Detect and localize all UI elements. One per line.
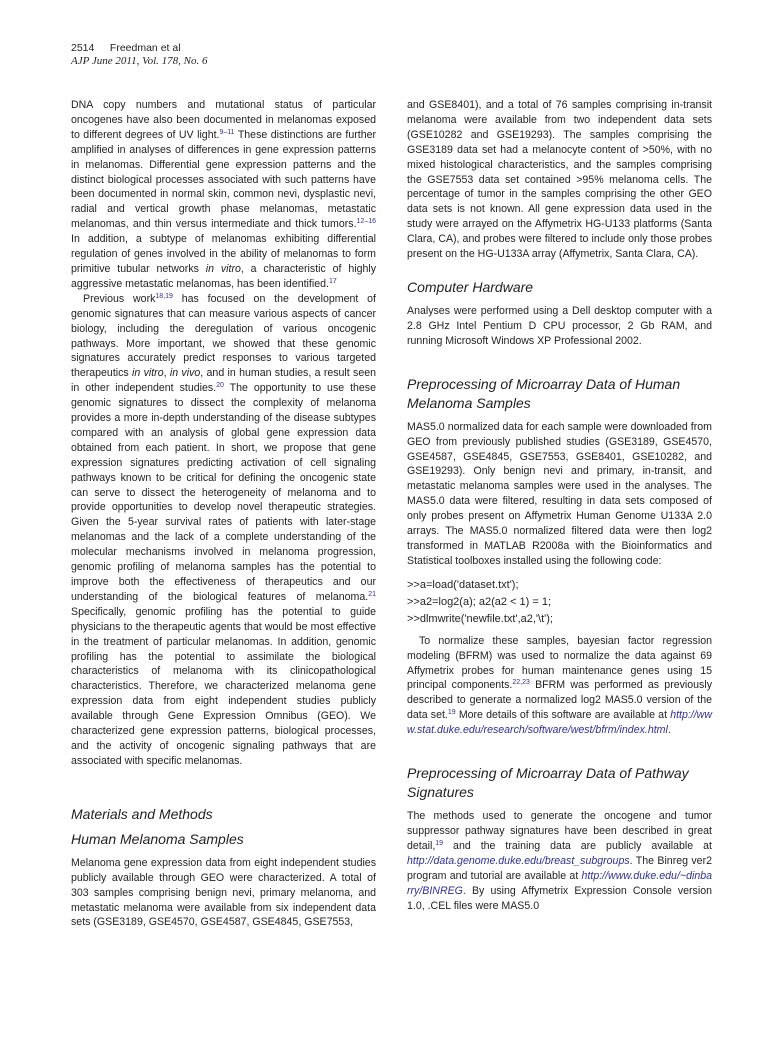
citation-ref[interactable]: 19: [447, 709, 456, 717]
text-run: In addition, a subtype of melanomas exhibiting differential regulation of genes involved in the ability of melanomas to form primitive tubular networks: [71, 233, 376, 275]
text-run: These distinctions are further amplified in analyses of differences in gene expression patterns in melanomas. Differential gene expression patterns and the distinct biological processes associated with such patterns have been documented in normal skin, common nevi, dysplastic nevi, radial and vertical growth phase melanomas, metastatic melanomas, and thin versus intermediate and thick tumors.: [71, 128, 377, 231]
intro-paragraph-2: [71, 292, 376, 769]
text-run: The methods used to generate the oncogene and tumor suppressor pathway signatures have been described in great detail,: [407, 810, 712, 852]
left-column: [71, 98, 376, 930]
text-run: To normalize these samples, bayesian factor regression modeling (BFRM) was used to normalize the data against 69 Affymetrix probes for human maintenance genes using 15 principal components.: [407, 634, 712, 692]
code-line: >>dlmwrite('newfile.txt',a2,'\t');: [407, 612, 553, 625]
text-run: . By using Affymetrix Expression Console version 1.0, .CEL files were MAS5.0: [407, 884, 712, 912]
citation-ref[interactable]: 19: [435, 839, 444, 847]
training-data-link[interactable]: http://data.genome.duke.edu/breast_subgroups: [407, 854, 630, 867]
citation-ref[interactable]: 9–11: [219, 128, 235, 136]
running-header: [71, 42, 207, 68]
text-run: , and in human studies, a result seen in other independent studies.: [71, 367, 377, 395]
citation-ref[interactable]: 17: [328, 277, 337, 285]
running-authors: Freedman et al: [109, 42, 181, 54]
subsection-heading-preprocessing-pathway: Preprocessing of Microarray Data of Pathway Signatures: [407, 765, 689, 801]
text-run: Previous work: [83, 292, 156, 305]
italic-term: in vitro: [205, 262, 241, 275]
text-run: has focused on the development of genomic signatures that can measure various aspects of cancer biology, including the deregulation of various oncogenic pathways. More important, we showed that these genomic signatures accurately predict responses to various targeted therapeutics: [71, 292, 376, 380]
text-run: The opportunity to use these genomic signatures to dissect the complexity of melanoma provides a more in-depth understanding of the disease subtypes compared with an analysis of global gene expression data obtained from each patient. In short, we propose that gene expression signatures predicting activation of cell signaling pathways known to be critical for defining the oncogenic state can serve to dissect the heterogeneity of melanoma and to provide opportunities to develop novel therapeutic strategies. Given the 5-year survival rates of patients with later-stage melanomas and the lack of a complete understanding of the molecular mechanisms involved in melanoma progression, genomic profiling of melanoma samples has the potential to improve both the effectiveness of therapeutics and our understanding of the biological features of melanoma.: [71, 382, 377, 603]
right-column: [407, 98, 712, 913]
text-run: . The Binreg ver2 program and tutorial are available at: [407, 854, 712, 882]
code-line: >>a2=log2(a); a2(a2 < 1) = 1;: [407, 595, 552, 608]
text-run: Specifically, genomic profiling has the potential to guide physicians to the therapeutic agents that would be most effective in the treatment of particular melanomas. In addition, genomic profiling has the potential to assimilate the biological characteristics of melanoma with its clinicopathological characteristics. Therefore, we characterized melanoma gene expression data from eight independent studies publicly available through Gene Expression Omnibus (GEO). We characterized gene expression patterns, biological processes, and the activity of oncogenic signaling pathways that are associated with specific melanomas.: [71, 605, 376, 767]
intro-paragraph-1: [71, 98, 376, 292]
journal-citation: AJP June 2011, Vol. 178, No. 6: [71, 55, 208, 67]
binreg-link[interactable]: http://www.duke.edu/~dinbarry/BINREG: [407, 869, 712, 897]
header-line-1: [71, 42, 207, 55]
subsection-heading-preprocessing-human: Preprocessing of Microarray Data of Human Melanoma Samples: [407, 375, 681, 411]
preprocessing-pathway-paragraph: [407, 809, 712, 913]
section-heading-materials-methods: Materials and Methods: [71, 805, 213, 822]
text-run: , a characteristic of highly aggressive metastatic melanomas, has been identified.: [71, 262, 377, 290]
text-run: BFRM was performed as previously described to generate a normalized log2 MAS5.0 version of the data set.: [407, 679, 712, 722]
preprocessing-human-paragraph-1: MAS5.0 normalized data for each sample were downloaded from GEO from previously published studies (GSE3189, GSE4570, GSE4587, GSE4845, GSE7553, GSE8401, GSE10282, and GSE19293). Only benign nevi and primary, in-transit, and metastatic melanoma samples were used in the analyses. The MAS5.0 data were filtered, resulting in data sets composed of only probes present on Affymetrix Human Genome U133A 2.0 arrays. The MAS5.0 normalized filtered data were then log2 transformed in MATLAB R2008a with the Bioinformatics and Statistical toolboxes installed using the following code:: [407, 420, 712, 567]
text-run: and the training data are publicly available at: [443, 839, 712, 852]
code-line: >>a=load('dataset.txt');: [407, 578, 519, 591]
citation-ref[interactable]: 22,23: [512, 679, 530, 687]
italic-term: in vivo: [169, 367, 201, 380]
preprocessing-human-paragraph-2: [407, 634, 712, 738]
code-block: [407, 577, 712, 628]
text-run: ,: [163, 367, 170, 380]
text-run: More details of this software are available at: [455, 709, 671, 722]
samples-paragraph-continued: and GSE8401), and a total of 76 samples comprising in-transit melanoma were available from two independent data sets (GSE10282 and GSE19293). The samples comprising the GSE3189 data set had a melanocyte content of >50%, with no mixed histological characteristics, and the samples comprising the GSE7553 data set contained >95% melanoma cells. The percentage of tumor in the samples comprising the other GEO data sets is not known. All gene expression data used in the study were arrayed on the Affymetrix HG-U133 platforms (Santa Clara, CA), and probes were filtered to include only those probes present on the HG-U133A array (Affymetrix, Santa Clara, CA).: [407, 99, 712, 261]
citation-ref[interactable]: 12–16: [356, 218, 376, 226]
citation-ref[interactable]: 18,19: [155, 292, 173, 300]
italic-term: in vitro: [132, 367, 164, 380]
citation-ref[interactable]: 21: [368, 590, 376, 598]
subsection-heading-computer-hardware: Computer Hardware: [407, 278, 534, 295]
bfrm-software-link[interactable]: http://www.stat.duke.edu/research/software/west/bfrm/index.html: [407, 709, 712, 737]
text-run: DNA copy numbers and mutational status of particular oncogenes have also been documented in melanomas exposed to different degrees of UV light.: [71, 99, 376, 141]
text-run: .: [667, 724, 671, 737]
page-number: 2514: [71, 42, 95, 54]
hardware-paragraph: Analyses were performed using a Dell desktop computer with a 2.8 GHz Intel Pentium D CPU processor, 2 Gb RAM, and running Microsoft Windows XP Professional 2002.: [407, 304, 712, 347]
subsection-heading-human-melanoma-samples: Human Melanoma Samples: [71, 830, 244, 847]
samples-paragraph: Melanoma gene expression data from eight independent studies publicly available through GEO were characterized. A total of 303 samples comprising benign nevi, primary melanoma, and metastatic melanoma were available from six independent data sets (GSE3189, GSE4570, GSE4587, GSE4845, GSE7553,: [71, 856, 376, 929]
citation-ref[interactable]: 20: [216, 382, 224, 390]
